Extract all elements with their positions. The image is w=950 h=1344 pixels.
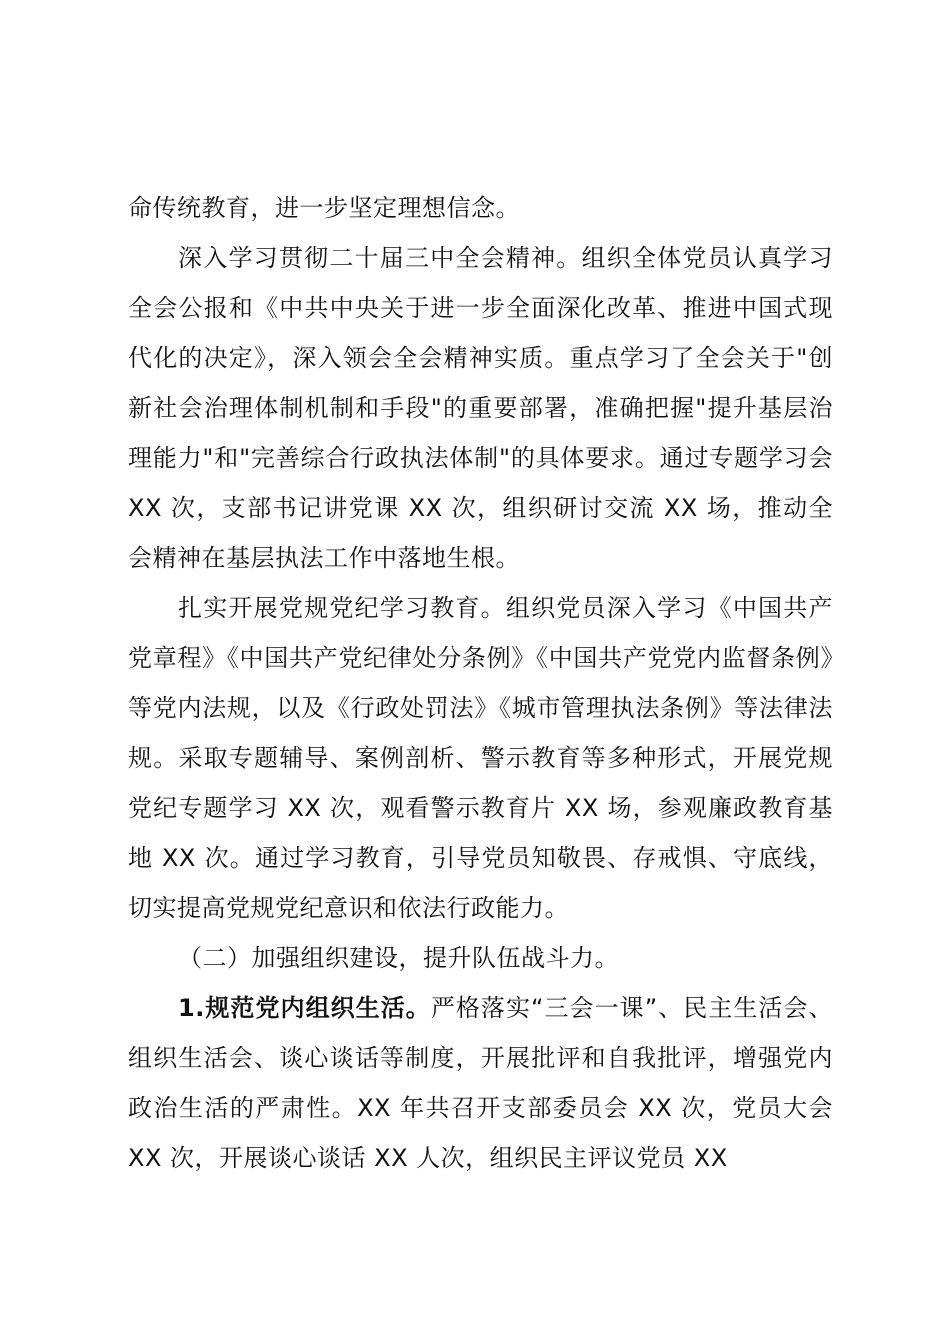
paragraph-lead-heading: 1.规范党内组织生活。 [178,994,431,1022]
paragraph-body-text: 严格落实“三会一课”、民主生活会、组织生活会、谈心谈话等制度，开展批评和自我批评，增强党内政治生活的严肃性。XX 年共召开支部委员会 XX 次，党员大会 XX 次，开展谈心谈话 XX 人次，组织民主评议党员 XX [128,994,833,1172]
paragraph-party-organizational-life [128,983,833,1183]
paragraph-continuation: 命传统教育，进一步坚定理想信念。 [128,194,520,222]
section-heading-organization-building: （二）加强组织建设，提升队伍战斗力。 [178,944,619,972]
document-body [128,183,833,1183]
paragraph-third-plenum-study: 深入学习贯彻二十届三中全会精神。组织全体党员认真学习全会公报和《中共中央关于进一步全面深化改革、推进中国式现代化的决定》，深入领会全会精神实质。重点学习了全会关于"创新社会治理体制机制和手段"的重要部署，准确把握"提升基层治理能力"和"完善综合行政执法体制"的具体要求。通过专题学习会 XX 次，支部书记讲党课 XX 次，组织研讨交流 XX 场，推动全会精神在基层执法工作中落地生根。 [128,244,833,572]
paragraph-party-discipline-education: 扎实开展党规党纪学习教育。组织党员深入学习《中国共产党章程》《中国共产党纪律处分条例》《中国共产党党内监督条例》等党内法规，以及《行政处罚法》《城市管理执法条例》等法律法规。采取专题辅导、案例剖析、警示教育等多种形式，开展党规党纪专题学习 XX 次，观看警示教育片 XX 场，参观廉政教育基地 XX 次。通过学习教育，引导党员知敬畏、存戒惧、守底线，切实提高党规党纪意识和依法行政能力。 [128,594,833,922]
